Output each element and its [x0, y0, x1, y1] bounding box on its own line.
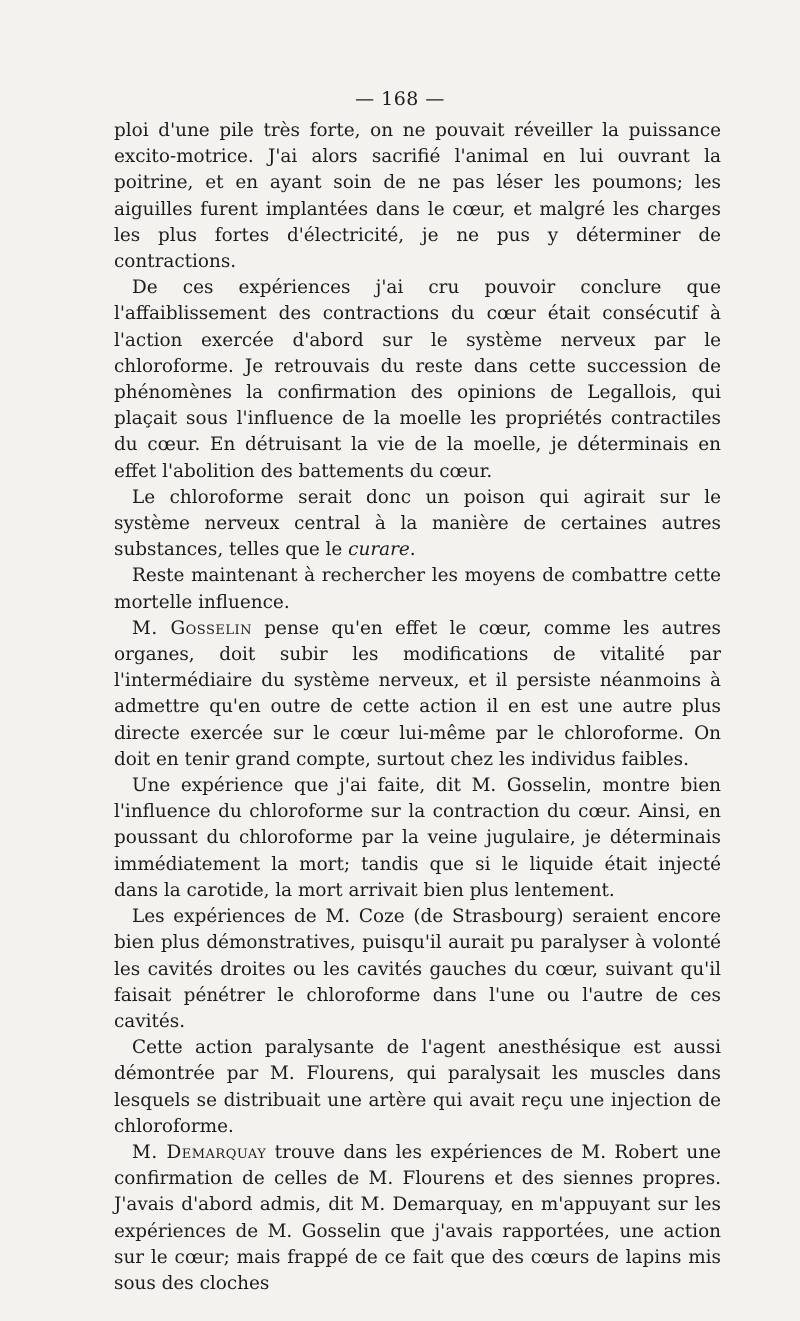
page-number: — 168 — — [355, 88, 445, 110]
paragraph — [114, 616, 721, 773]
paragraph-text: pense qu'en effet le cœur, comme les autres organes, doit subir les modifications de vitalité par l'intermédiaire du système nerveux, et il persiste néanmoins à admettre qu'en outre de cette action il en est une autre plus directe exercée sur le cœur lui-même par le chloroforme. On doit en tenir grand compte, surtout chez les individus faibles. — [114, 617, 721, 770]
speaker-name: M. Gosselin — [132, 617, 253, 639]
paragraph-text: Le chloroforme serait donc un poison qui agirait sur le système nerveux central à la manière de certaines autres substances, telles que le — [114, 486, 721, 561]
paragraph: De ces expériences j'ai cru pouvoir conclure que l'affaiblissement des contractions du cœur était consécutif à l'action exercée d'abord sur le système nerveux par le chloroforme. Je retrouvais du reste dans cette succession de phénomènes la confirmation des opinions de Legallois, qui plaçait sous l'influence de la moelle les propriétés contractiles du cœur. En détruisant la vie de la moelle, je déterminais en effet l'abolition des battements du cœur. — [114, 277, 721, 482]
body-text — [114, 118, 721, 1297]
italic-term: curare — [348, 539, 410, 561]
paragraph: Reste maintenant à rechercher les moyens de combattre cette mortelle influence. — [114, 565, 721, 613]
speaker-name: M. Demarquay — [132, 1141, 267, 1163]
paragraph-text: trouve dans les expériences de M. Robert une confirmation de celles de M. Flourens et des siennes propres. J'avais d'abord admis, dit M. Demarquay, en m'appuyant sur les expériences de M. Gosselin que j'avais rapportées, une action sur le cœur; mais frappé de ce fait que des cœurs de lapins mis sous des cloches — [114, 1141, 721, 1294]
paragraph: Les expériences de M. Coze (de Strasbourg) seraient encore bien plus démonstratives, puisqu'il aurait pu paralyser à volonté les cavités droites ou les cavités gauches du cœur, suivant qu'il faisait pénétrer le chloroforme dans l'une ou l'autre de ces cavités. — [114, 906, 721, 1032]
paragraph — [114, 485, 721, 564]
paragraph-text: . — [409, 539, 416, 561]
paragraph: ploi d'une pile très forte, on ne pouvait réveiller la puissance excito-motrice. J'ai alors sacrifié l'animal en lui ouvrant la poitrine, et en ayant soin de ne pas léser les poumons; les aiguilles furent implantées dans le cœur, et malgré les charges les plus fortes d'électricité, je ne pus y déterminer de contractions. — [114, 120, 721, 273]
paragraph: Cette action paralysante de l'agent anesthésique est aussi démontrée par M. Flourens, qui paralysait les muscles dans lesquels se distribuait une artère qui avait reçu une injection de chloroforme. — [114, 1037, 721, 1137]
paragraph: Une expérience que j'ai faite, dit M. Gosselin, montre bien l'influence du chloroforme sur la contraction du cœur. Ainsi, en poussant du chloroforme par la veine jugulaire, je déterminais immédiatement la mort; tandis que si le liquide était injecté dans la carotide, la mort arrivait bien plus lentement. — [114, 775, 721, 901]
paragraph — [114, 1140, 721, 1297]
